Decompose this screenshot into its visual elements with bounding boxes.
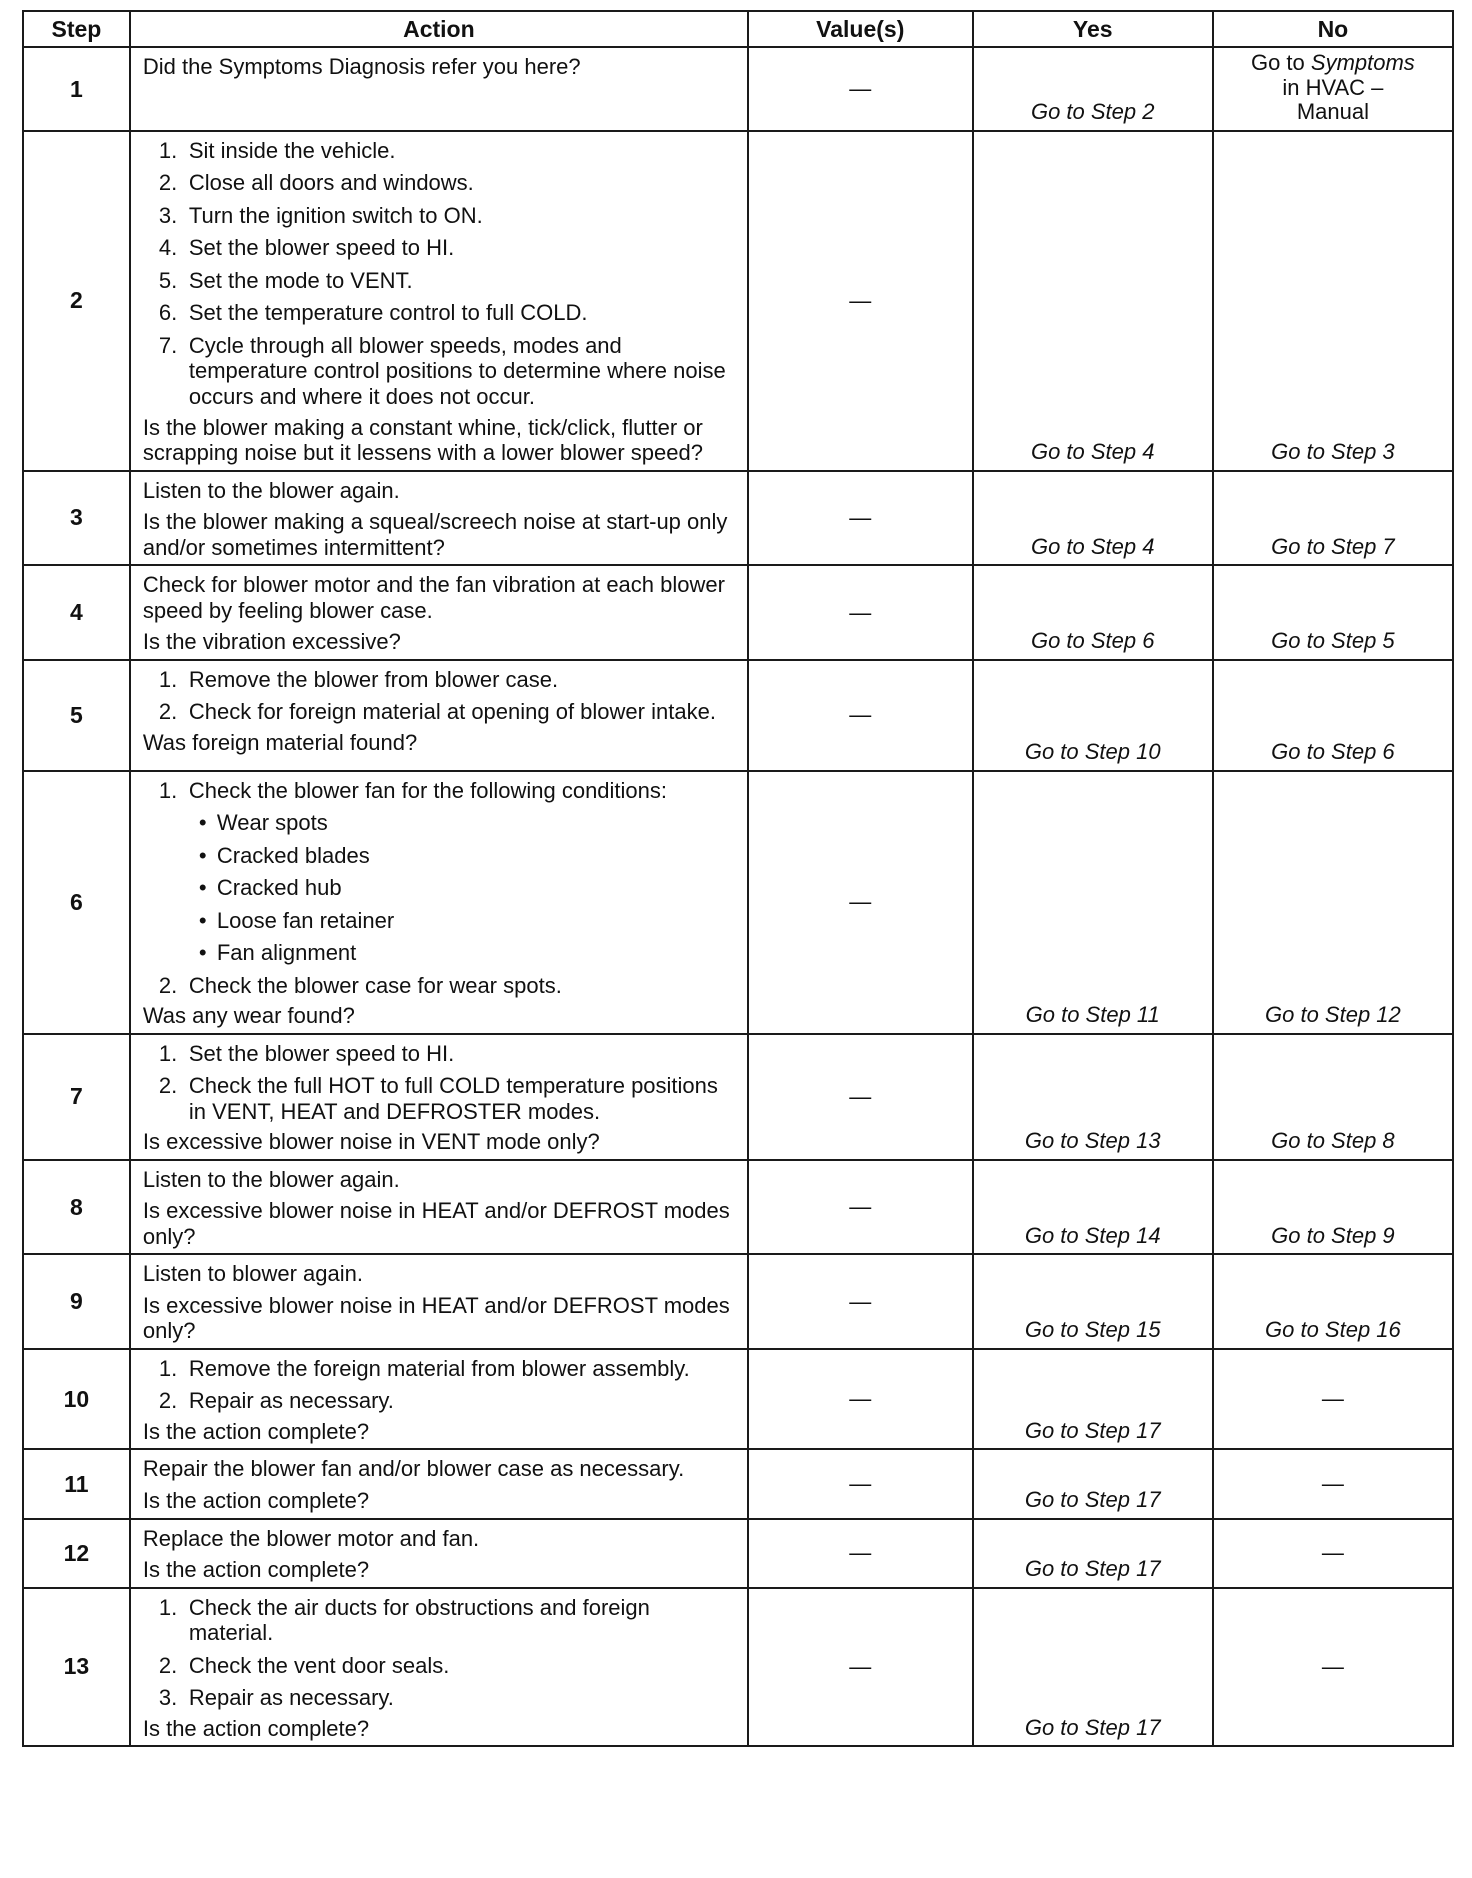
action-step-item	[143, 973, 739, 999]
action-question: Is excessive blower noise in VENT mode only?	[142, 1129, 600, 1155]
value-text: —	[849, 76, 872, 102]
value-cell	[748, 471, 973, 566]
action-step-item	[143, 170, 739, 196]
bullet-icon: •	[198, 940, 207, 966]
value-text: —	[849, 599, 872, 625]
action-step-number: 1.	[158, 1040, 178, 1066]
yes-result: Go to Step 4	[973, 131, 1213, 471]
yes-result: Go to Step 11	[973, 771, 1213, 1034]
table-row	[23, 771, 1453, 1034]
no-result: Go to Step 6	[1213, 660, 1453, 771]
action-step-text: Check for foreign material at opening of blower intake.	[188, 699, 716, 725]
value-cell	[748, 47, 973, 131]
action-step-number: 2.	[158, 1073, 178, 1099]
value-text: —	[849, 1540, 872, 1566]
bullet-icon: •	[198, 810, 207, 836]
action-step-item	[143, 1041, 739, 1067]
no-result-text: —	[1321, 1386, 1344, 1412]
value-cell	[748, 1588, 973, 1747]
action-step-number: 1.	[158, 1355, 178, 1381]
no-result: Go to Step 7	[1213, 471, 1453, 566]
action-question: Is the action complete?	[142, 1487, 370, 1513]
table-row	[23, 1160, 1453, 1255]
action-cell	[130, 771, 748, 1034]
action-step-item	[143, 1595, 739, 1646]
action-question: Is the action complete?	[142, 1715, 370, 1741]
action-instruction: Listen to the blower again.	[142, 477, 400, 503]
no-result-text: —	[1321, 1540, 1344, 1566]
step-number: 4	[23, 565, 130, 660]
value-cell	[748, 1160, 973, 1255]
action-step-number: 1.	[158, 777, 178, 803]
step-number: 2	[23, 131, 130, 471]
no-result	[1213, 47, 1453, 131]
header-step: Step	[23, 11, 130, 47]
no-result-text: —	[1321, 1654, 1344, 1680]
value-text: —	[849, 287, 872, 313]
bullet-icon: •	[198, 842, 207, 868]
no-result: Go to Step 16	[1213, 1254, 1453, 1349]
action-step-item	[143, 778, 739, 966]
table-row	[23, 1254, 1453, 1349]
action-step-text: Close all doors and windows.	[188, 170, 474, 196]
action-instruction: Did the Symptoms Diagnosis refer you here?	[142, 54, 581, 79]
action-step-item	[143, 203, 739, 229]
value-text: —	[849, 702, 872, 728]
no-result: Go to Step 5	[1213, 565, 1453, 660]
table-body	[23, 47, 1453, 1746]
condition-item	[189, 908, 739, 934]
action-step-text: Check the full HOT to full COLD temperature positions in VENT, HEAT and DEFROSTER modes.	[188, 1073, 718, 1124]
action-question: Is the vibration excessive?	[142, 629, 401, 655]
no-result: Go to Step 9	[1213, 1160, 1453, 1255]
header-values: Value(s)	[748, 11, 973, 47]
no-result	[1213, 1449, 1453, 1518]
no-result	[1213, 1519, 1453, 1588]
value-cell	[748, 1349, 973, 1450]
action-instruction: Listen to blower again.	[142, 1261, 363, 1287]
condition-item	[189, 875, 739, 901]
action-steps-list	[143, 138, 739, 410]
action-step-item	[143, 1388, 739, 1414]
no-result-fragment-emphasis: Symptoms	[1310, 50, 1415, 75]
yes-result: Go to Step 17	[973, 1519, 1213, 1588]
action-instruction: Check for blower motor and the fan vibration at each blower speed by feeling blower case.	[142, 572, 725, 623]
action-step-number: 2.	[158, 699, 178, 725]
value-text: —	[849, 505, 872, 531]
value-cell	[748, 1519, 973, 1588]
action-step-text: Remove the foreign material from blower assembly.	[188, 1355, 690, 1381]
condition-text: Cracked blades	[216, 842, 370, 868]
yes-result: Go to Step 17	[973, 1449, 1213, 1518]
value-cell	[748, 771, 973, 1034]
action-instruction: Listen to the blower again.	[142, 1166, 400, 1192]
step-number: 7	[23, 1034, 130, 1160]
action-cell	[130, 131, 748, 471]
yes-result: Go to Step 2	[973, 47, 1213, 131]
action-step-number: 2.	[158, 972, 178, 998]
action-question: Is the action complete?	[142, 1557, 370, 1583]
action-cell	[130, 1349, 748, 1450]
table-row	[23, 1519, 1453, 1588]
condition-text: Wear spots	[216, 810, 328, 836]
action-step-number: 1.	[158, 1594, 178, 1620]
diagnostic-table	[22, 10, 1454, 1747]
no-result: Go to Step 3	[1213, 131, 1453, 471]
yes-result: Go to Step 10	[973, 660, 1213, 771]
yes-result: Go to Step 6	[973, 565, 1213, 660]
action-cell	[130, 1160, 748, 1255]
condition-list	[189, 810, 739, 966]
no-result-text: —	[1321, 1471, 1344, 1497]
header-row	[23, 11, 1453, 47]
step-number: 12	[23, 1519, 130, 1588]
action-cell	[130, 1254, 748, 1349]
action-step-text: Set the temperature control to full COLD.	[188, 300, 588, 326]
action-steps-list	[143, 1041, 739, 1125]
action-step-text: Turn the ignition switch to ON.	[188, 202, 483, 228]
no-result	[1213, 1349, 1453, 1450]
value-cell	[748, 565, 973, 660]
value-text: —	[849, 1084, 872, 1110]
condition-text: Loose fan retainer	[216, 907, 395, 933]
action-step-item	[143, 1653, 739, 1679]
no-result	[1213, 1588, 1453, 1747]
table-row	[23, 565, 1453, 660]
step-number: 10	[23, 1349, 130, 1450]
table-row	[23, 47, 1453, 131]
header-no: No	[1213, 11, 1453, 47]
action-step-text: Remove the blower from blower case.	[188, 666, 559, 692]
action-step-text: Repair as necessary.	[188, 1685, 394, 1711]
value-cell	[748, 1034, 973, 1160]
action-question: Is the action complete?	[142, 1418, 370, 1444]
action-step-text: Check the vent door seals.	[188, 1652, 450, 1678]
action-step-text: Cycle through all blower speeds, modes and temperature control positions to determine where noise occurs and where it does not occur.	[188, 332, 726, 409]
action-steps-list	[143, 1595, 739, 1711]
header-yes: Yes	[973, 11, 1213, 47]
action-cell	[130, 565, 748, 660]
no-result: Go to Step 8	[1213, 1034, 1453, 1160]
no-result-line: in HVAC –	[1282, 74, 1384, 100]
action-steps-list	[143, 667, 739, 725]
action-step-text: Repair as necessary.	[188, 1388, 394, 1414]
step-number: 13	[23, 1588, 130, 1747]
action-step-number: 7.	[158, 332, 178, 358]
yes-result: Go to Step 4	[973, 471, 1213, 566]
action-step-number: 4.	[158, 235, 178, 261]
action-step-number: 2.	[158, 1388, 178, 1414]
action-cell	[130, 471, 748, 566]
step-number: 9	[23, 1254, 130, 1349]
condition-text: Fan alignment	[216, 940, 357, 966]
action-step-number: 2.	[158, 1652, 178, 1678]
action-step-number: 6.	[158, 300, 178, 326]
action-step-item	[143, 699, 739, 725]
action-step-text: Check the blower fan for the following conditions:	[188, 777, 668, 803]
table-row	[23, 660, 1453, 771]
action-question: Was foreign material found?	[142, 729, 418, 755]
action-step-text: Set the blower speed to HI.	[188, 235, 455, 261]
value-text: —	[849, 1194, 872, 1220]
action-step-item	[143, 235, 739, 261]
header-action: Action	[130, 11, 748, 47]
step-number: 11	[23, 1449, 130, 1518]
table-header	[23, 11, 1453, 47]
action-question: Is excessive blower noise in HEAT and/or DEFROST modes only?	[142, 1292, 730, 1344]
condition-text: Cracked hub	[216, 875, 342, 901]
table-row	[23, 131, 1453, 471]
step-number: 6	[23, 771, 130, 1034]
value-text: —	[849, 1471, 872, 1497]
yes-result: Go to Step 14	[973, 1160, 1213, 1255]
table-row	[23, 1349, 1453, 1450]
value-text: —	[849, 889, 872, 915]
action-step-text: Set the mode to VENT.	[188, 267, 413, 293]
action-cell	[130, 1449, 748, 1518]
action-step-text: Check the blower case for wear spots.	[188, 972, 562, 998]
action-step-item	[143, 1356, 739, 1382]
action-step-text: Sit inside the vehicle.	[188, 137, 396, 163]
action-step-item	[143, 300, 739, 326]
yes-result: Go to Step 15	[973, 1254, 1213, 1349]
action-cell	[130, 1519, 748, 1588]
value-text: —	[849, 1654, 872, 1680]
bullet-icon: •	[198, 907, 207, 933]
value-cell	[748, 131, 973, 471]
action-step-text: Set the blower speed to HI.	[188, 1040, 455, 1066]
value-cell	[748, 1254, 973, 1349]
no-result: Go to Step 12	[1213, 771, 1453, 1034]
no-result-fragment: Go to	[1250, 50, 1311, 75]
action-step-number: 3.	[158, 202, 178, 228]
action-question: Is the blower making a constant whine, tick/click, flutter or scrapping noise but it lessens with a lower blower speed?	[142, 414, 703, 466]
value-cell	[748, 660, 973, 771]
condition-item	[189, 843, 739, 869]
yes-result: Go to Step 17	[973, 1349, 1213, 1450]
action-steps-list	[143, 778, 739, 999]
table-row	[23, 1449, 1453, 1518]
action-step-number: 1.	[158, 137, 178, 163]
action-step-item	[143, 268, 739, 294]
action-question: Is the blower making a squeal/screech noise at start-up only and/or sometimes intermittent?	[142, 509, 728, 560]
action-cell	[130, 47, 748, 131]
no-result-line	[1251, 51, 1415, 76]
condition-item	[189, 810, 739, 836]
action-instruction: Repair the blower fan and/or blower case as necessary.	[142, 1456, 685, 1482]
action-step-item	[143, 333, 739, 410]
value-text: —	[849, 1288, 872, 1314]
action-cell	[130, 1034, 748, 1160]
action-step-text: Check the air ducts for obstructions and foreign material.	[188, 1594, 650, 1646]
action-step-item	[143, 138, 739, 164]
no-result-text	[1251, 51, 1415, 125]
action-steps-list	[143, 1356, 739, 1414]
step-number: 8	[23, 1160, 130, 1255]
action-step-number: 2.	[158, 170, 178, 196]
action-step-item	[143, 1685, 739, 1711]
action-cell	[130, 1588, 748, 1747]
value-cell	[748, 1449, 973, 1518]
action-step-number: 3.	[158, 1685, 178, 1711]
action-cell	[130, 660, 748, 771]
value-text: —	[849, 1386, 872, 1412]
table-row	[23, 1034, 1453, 1160]
table-row	[23, 471, 1453, 566]
yes-result: Go to Step 17	[973, 1588, 1213, 1747]
bullet-icon: •	[198, 875, 207, 901]
table-row	[23, 1588, 1453, 1747]
condition-item	[189, 940, 739, 966]
no-result-line: Manual	[1296, 99, 1369, 125]
step-number: 5	[23, 660, 130, 771]
yes-result: Go to Step 13	[973, 1034, 1213, 1160]
action-question: Is excessive blower noise in HEAT and/or DEFROST modes only?	[142, 1198, 730, 1249]
action-step-number: 1.	[158, 666, 178, 692]
step-number: 3	[23, 471, 130, 566]
action-instruction: Replace the blower motor and fan.	[142, 1525, 480, 1551]
action-step-item	[143, 667, 739, 693]
action-step-number: 5.	[158, 267, 178, 293]
action-question: Was any wear found?	[142, 1003, 355, 1029]
step-number: 1	[23, 47, 130, 131]
action-step-item	[143, 1073, 739, 1124]
